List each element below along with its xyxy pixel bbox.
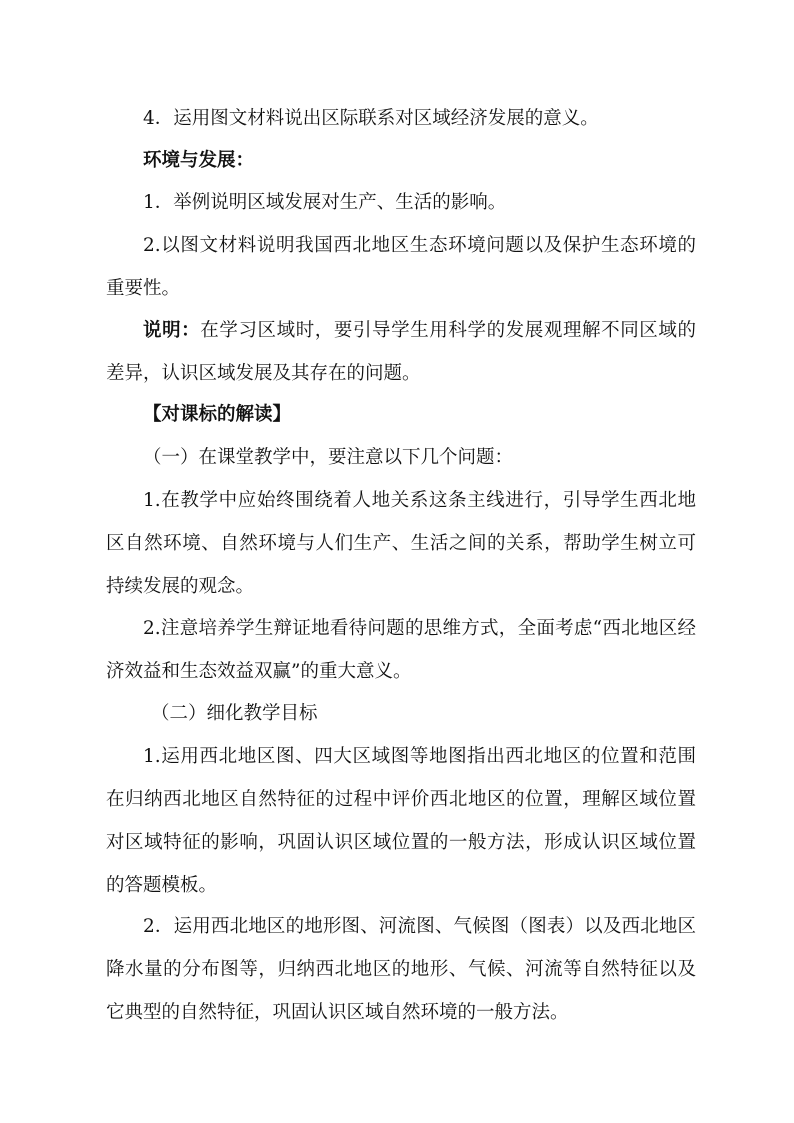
paragraph-location-goal: 1.运用西北地区图、四大区域图等地图指出西北地区的位置和范围在归纳西北地区自然特征的过程中评价西北地区的位置，理解区域位置对区域特征的影响，巩固认识区域位置的一般方法，形成认识区域位置的答题模板。 — [106, 746, 696, 896]
paragraph-natural-features-goal: 2．运用西北地区的地形图、河流图、气候图（图表）以及西北地区降水量的分布图等，归纳西北地区的地形、气候、河流等自然特征以及它典型的自然特征，巩固认识区域自然环境的一般方法。 — [106, 916, 696, 1023]
section-teaching-goals: （二）细化教学目标 — [151, 703, 318, 724]
heading-curriculum-interpretation: 【对课标的解读】 — [143, 404, 292, 425]
paragraph-regional-links: 4．运用图文材料说出区际联系对区域经济发展的意义。 — [143, 108, 599, 129]
paragraph-dialectical-thinking: 2.注意培养学生辩证地看待问题的思维方式，全面考虑“西北地区经济效益和生态效益双赢”的重大意义。 — [106, 618, 696, 682]
paragraph-note — [106, 309, 696, 395]
paragraph-northwest-ecology: 2.以图文材料说明我国西北地区生态环境问题以及保护生态环境的重要性。 — [106, 235, 696, 299]
heading-environment-development: 环境与发展： — [143, 150, 255, 171]
paragraph-regional-impact: 1．举例说明区域发展对生产、生活的影响。 — [143, 192, 507, 213]
note-label: 说明： — [143, 320, 201, 341]
paragraph-human-land-relation: 1.在教学中应始终围绕着人地关系这条主线进行，引导学生西北地区自然环境、自然环境与人们生产、生活之间的关系，帮助学生树立可持续发展的观念。 — [106, 490, 696, 597]
note-text: 在学习区域时，要引导学生用科学的发展观理解不同区域的差异，认识区域发展及其存在的问题。 — [106, 320, 696, 384]
section-classroom-issues: （一）在课堂教学中，要注意以下几个问题： — [143, 447, 514, 468]
